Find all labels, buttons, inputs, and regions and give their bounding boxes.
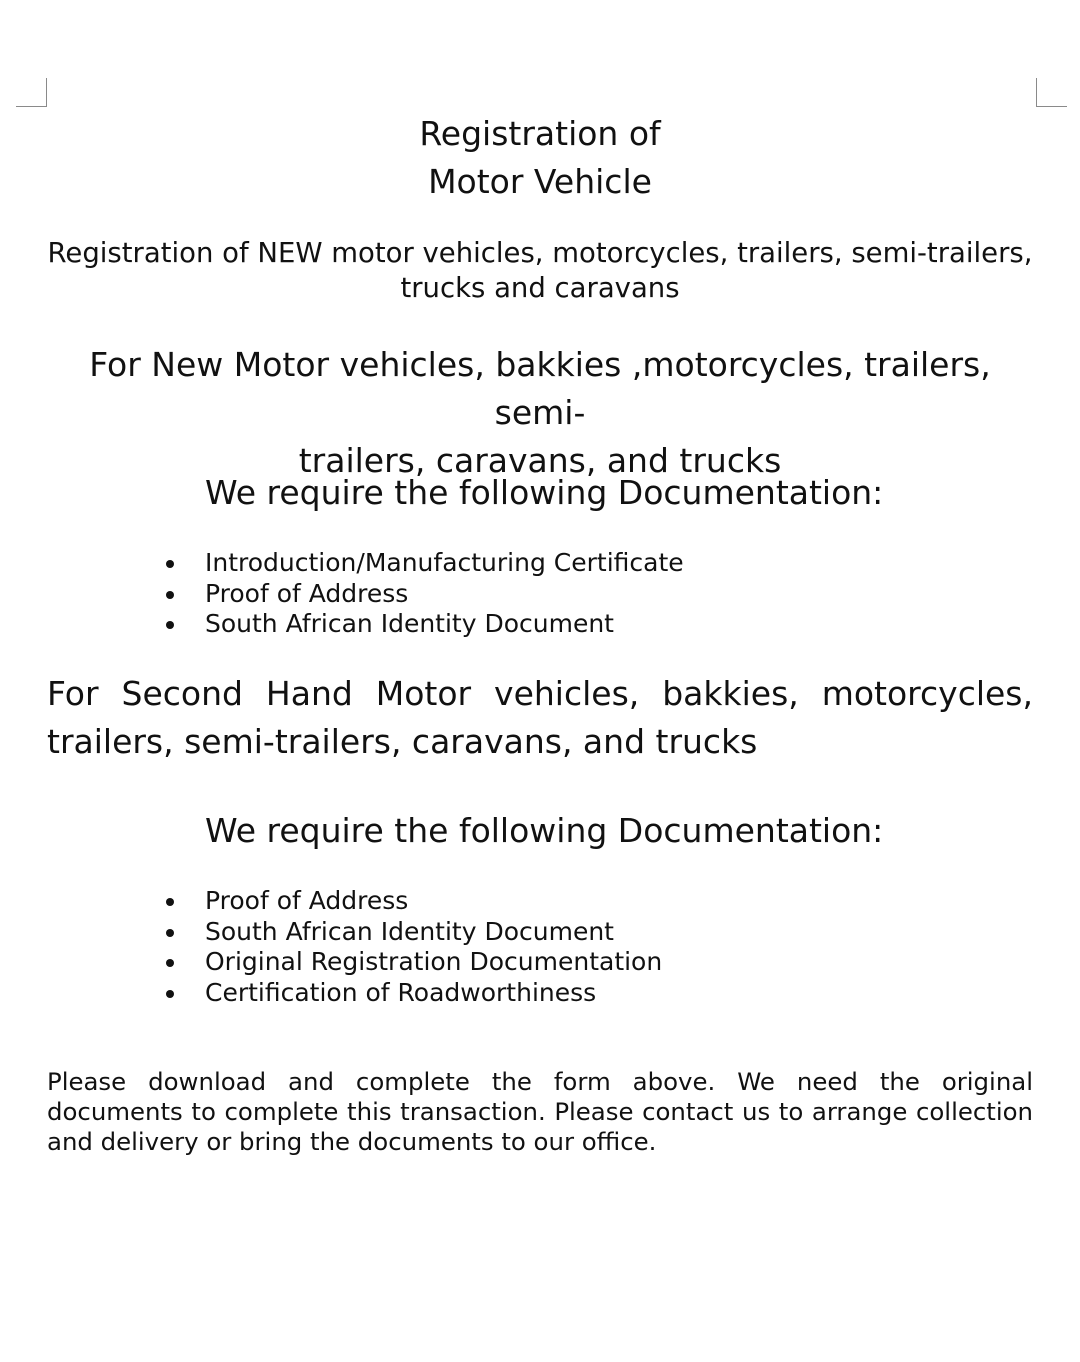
document-item-text: Proof of Address [205,886,409,915]
closing-note: Please download and complete the form above. We need the original documents to complete this transaction. Please contact us to arrange collection and delivery or bring the documents to our office. [47,1067,1033,1156]
bullet-icon [166,621,174,629]
document-item-text: Proof of Address [205,578,409,608]
document-item-text: South African Identity Document [205,916,614,946]
document-item-text: Introduction/Manufacturing Certificate [205,548,684,577]
new-vehicles-requirement-heading: We require the following Documentation: [205,473,884,512]
bullet-icon [166,591,174,599]
document-item-text: South African Identity Document [205,609,614,638]
document-title-line-1: Registration of [419,114,661,153]
document-title-line-2: Motor Vehicle [428,162,652,201]
new-vehicles-heading-line-1: For New Motor vehicles, bakkies ,motorcycles, trailers, semi- [89,345,991,432]
bullet-icon [166,560,174,568]
document-item-text: Certification of Roadworthiness [205,977,597,1007]
crop-mark-top-right [1036,78,1067,107]
crop-mark-top-left [16,78,47,107]
bullet-icon [166,959,174,967]
new-vehicles-heading [40,341,1040,485]
bullet-icon [166,990,174,998]
bullet-icon [166,929,174,937]
new-vehicles-heading-line-2: trailers, caravans, and trucks [298,441,782,480]
subtitle-line-2: trucks and caravans [400,272,680,304]
bullet-icon [166,898,174,906]
document-item-text: Original Registration Documentation [205,947,663,976]
second-hand-requirement-heading: We require the following Documentation: [205,811,884,850]
document-subtitle [40,236,1040,306]
subtitle-line-1: Registration of NEW motor vehicles, motorcycles, trailers, semi-trailers, [47,237,1033,269]
second-hand-vehicles-heading: For Second Hand Motor vehicles, bakkies, motorcycles, trailers, semi-trailers, caravans, and trucks [47,674,1033,761]
